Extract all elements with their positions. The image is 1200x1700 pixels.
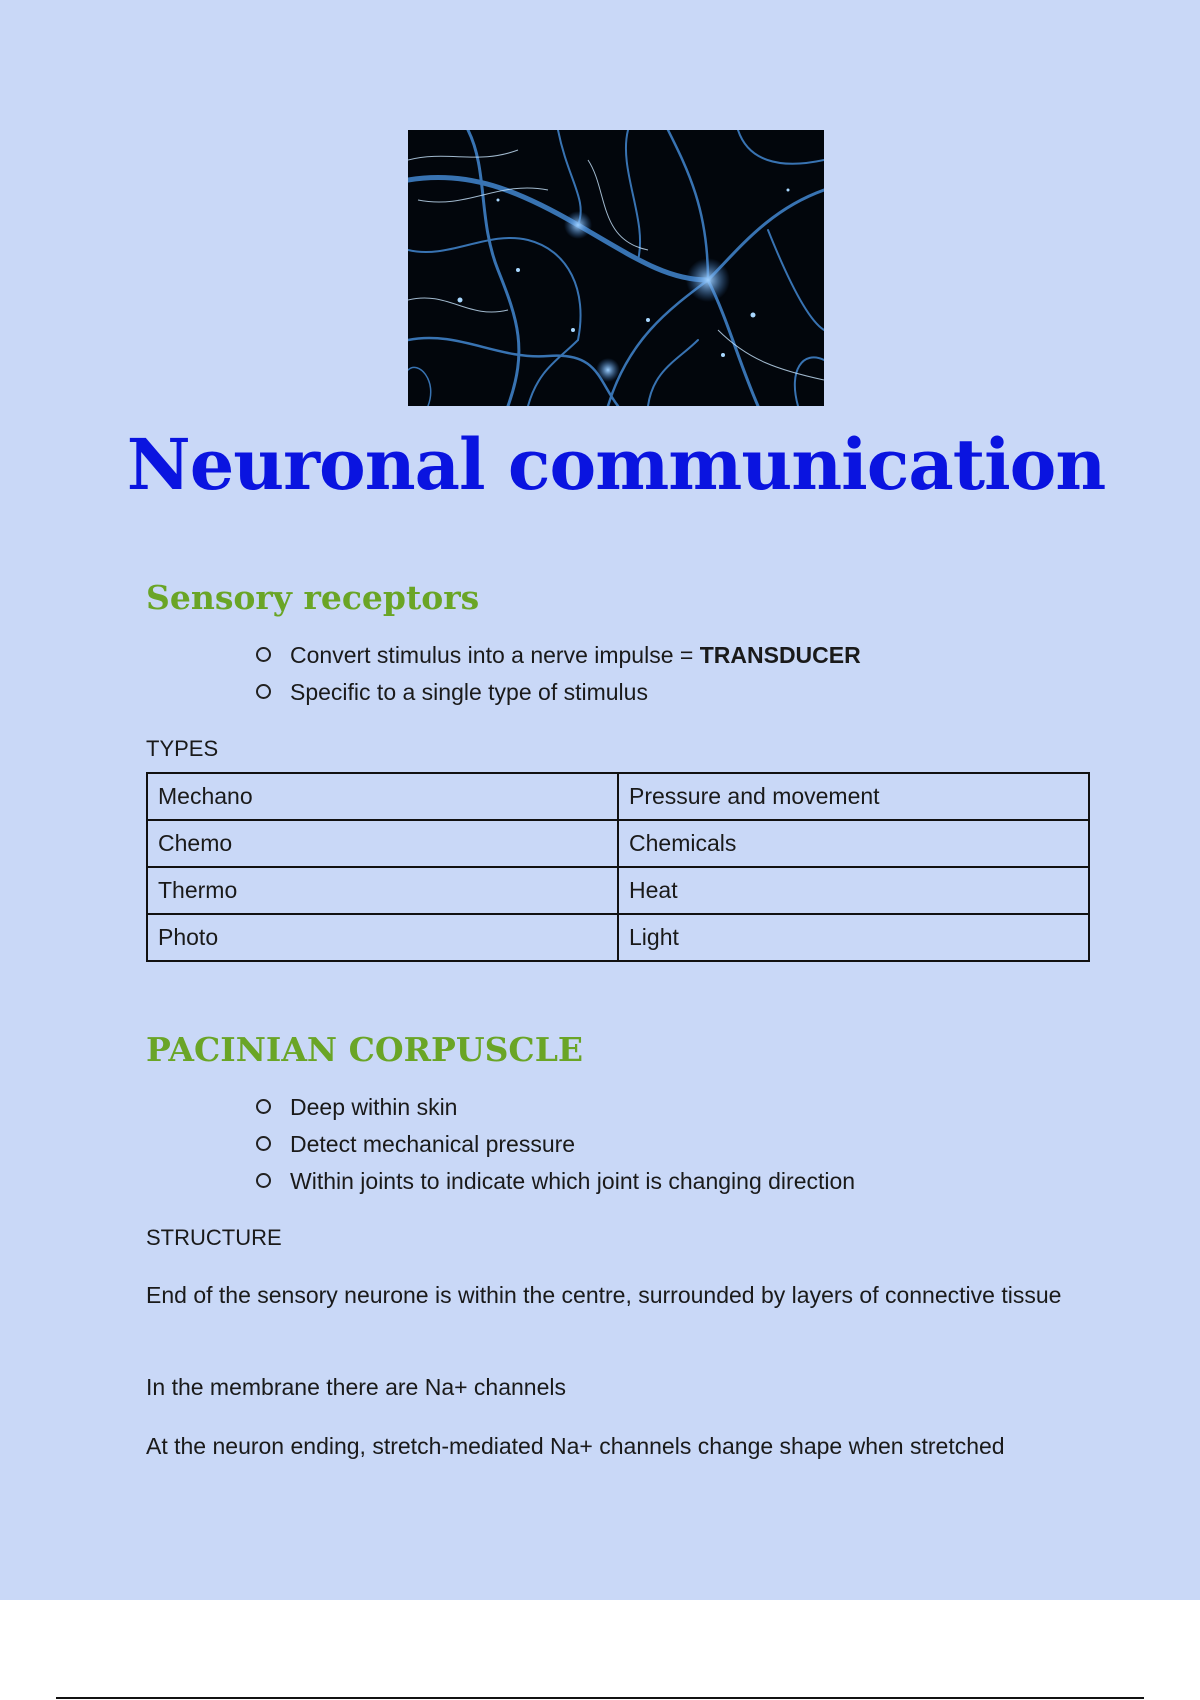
circle-bullet-icon [256, 647, 271, 662]
circle-bullet-icon [256, 1099, 271, 1114]
list-item-text: Detect mechanical pressure [290, 1131, 576, 1157]
list-item-bold: TRANSDUCER [699, 642, 861, 668]
list-item [256, 1126, 855, 1163]
table-cell: Mechano [147, 773, 618, 820]
neuron-network-image [408, 130, 824, 406]
circle-bullet-icon [256, 1173, 271, 1188]
table-row [147, 867, 1089, 914]
structure-label: STRUCTURE [146, 1225, 282, 1250]
list-item [256, 674, 861, 711]
table-row [147, 914, 1089, 961]
page-divider [56, 1697, 1144, 1699]
list-item-text: Convert stimulus into a nerve impulse = [290, 642, 700, 668]
table-cell: Chemicals [618, 820, 1089, 867]
list-item [256, 1163, 855, 1200]
list-item [256, 1089, 855, 1126]
table-cell: Heat [618, 867, 1089, 914]
table-cell: Light [618, 914, 1089, 961]
structure-paragraph: In the membrane there are Na+ channels [146, 1374, 566, 1400]
table-row [147, 773, 1089, 820]
circle-bullet-icon [256, 684, 271, 699]
page-title: Neuronal communication [126, 423, 1106, 506]
table-cell: Photo [147, 914, 618, 961]
table-cell: Pressure and movement [618, 773, 1089, 820]
list-item-text: Within joints to indicate which joint is changing direction [290, 1168, 856, 1194]
table-row [147, 820, 1089, 867]
section-heading-pacinian-corpuscle: PACINIAN CORPUSCLE [146, 1030, 584, 1069]
types-label: TYPES [146, 736, 219, 761]
list-item-text: Specific to a single type of stimulus [290, 679, 648, 705]
structure-paragraph: End of the sensory neurone is within the centre, surrounded by layers of connective tissue [146, 1282, 1062, 1308]
section-heading-sensory-receptors: Sensory receptors [146, 578, 480, 617]
sensory-receptors-list [256, 637, 861, 711]
table-cell: Chemo [147, 820, 618, 867]
table-cell: Thermo [147, 867, 618, 914]
receptor-types-table [146, 772, 1090, 962]
list-item-text: Deep within skin [290, 1094, 458, 1120]
structure-paragraph: At the neuron ending, stretch-mediated Na+ channels change shape when stretched [146, 1433, 1005, 1459]
list-item [256, 637, 861, 674]
pacinian-corpuscle-list [256, 1089, 855, 1200]
circle-bullet-icon [256, 1136, 271, 1151]
